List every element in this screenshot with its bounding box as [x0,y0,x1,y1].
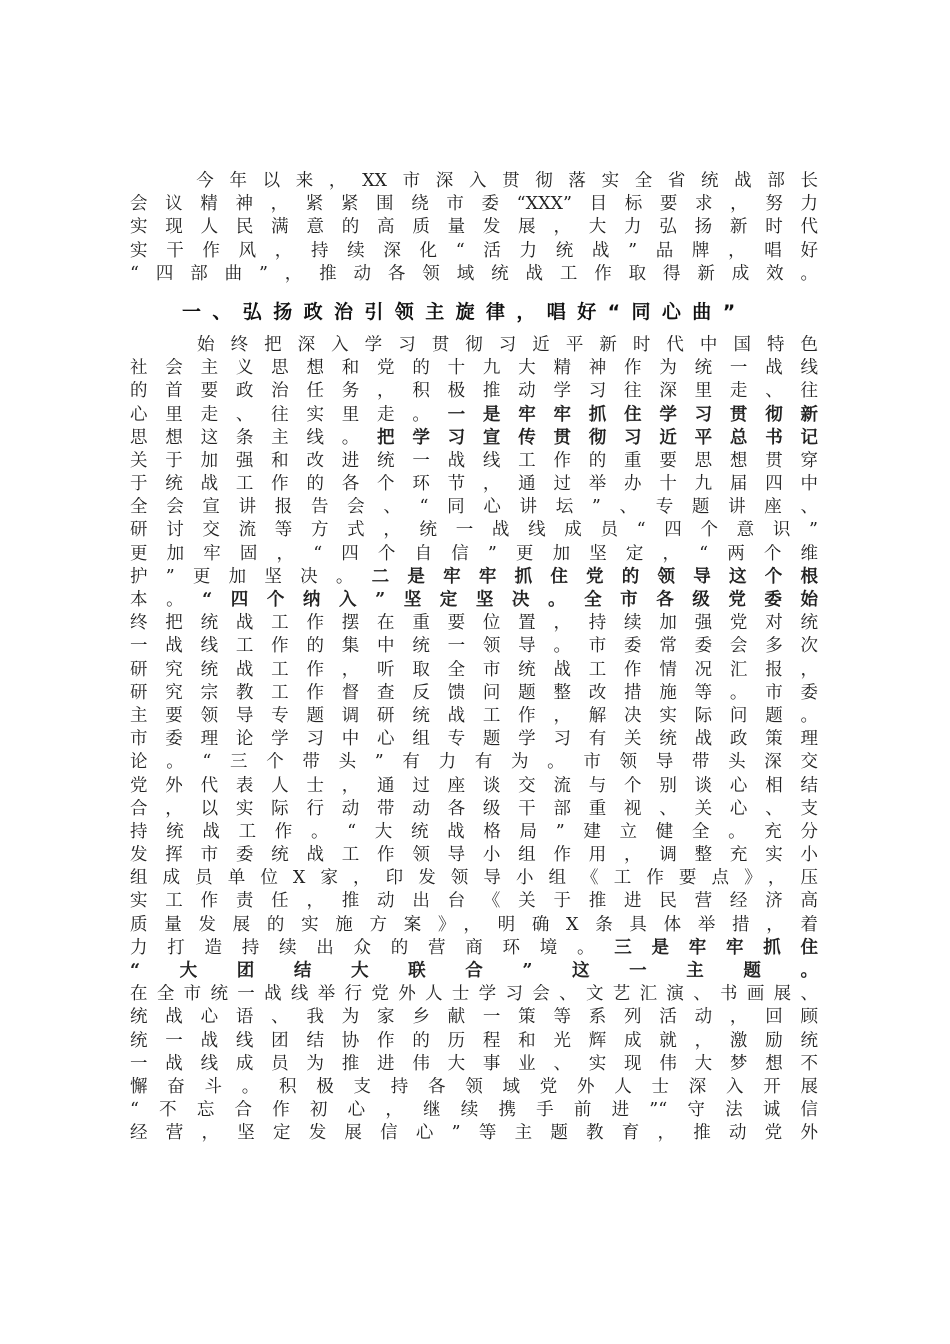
line-emphasis: “大团结大联合”这一主题。 [130,961,818,981]
section-1-paragraph [130,334,818,1146]
paragraph-line [130,1006,818,1029]
paragraph-line [130,543,818,566]
line-text: 统一战线团结协作的历程和光辉成就，激励统 [130,1030,818,1051]
line-text: 始终把深入学习贯彻习近平新时代中国特色 [130,334,818,355]
paragraph-line [130,496,818,519]
paragraph-line [130,427,818,450]
line-text: 主要领导专题调研统战工作，解决实际问题。 [130,705,818,726]
line-text: 论。“三个带头”有力有为。市领导带头深交 [130,752,818,773]
paragraph-line [130,1099,818,1122]
paragraph-line [130,1122,818,1145]
line-text: 的首要政治任务，积极推动学习往深里走、往 [130,381,818,402]
paragraph-line [130,612,818,635]
paragraph-line [130,914,818,937]
line-text: 组成员单位X家，印发领导小组《工作要点》，压 [130,868,818,889]
line-text: 市委理论学习中心组专题学习有关统战政策理 [130,729,818,750]
paragraph-line [130,635,818,658]
intro-line: 今年以来，XX市深入贯彻落实全省统战部长 [130,171,818,191]
paragraph-line [130,473,818,496]
line-text: 实工作责任，推动出台《关于推进民营经济高 [130,891,818,912]
paragraph-line [130,867,818,890]
line-emphasis: 一是牢牢抓住学习贯彻新 [447,404,819,425]
paragraph-line [130,983,818,1006]
line-text: “不忘合作初心，继续携手前进”“守法诚信 [130,1100,818,1121]
paragraph-line [130,960,818,983]
line-text: 研究宗教工作督查反馈问题整改措施等。市委 [130,682,818,703]
line-text: 质量发展的实施方案》，明确X条具体举措，着 [130,914,818,935]
paragraph-line [130,937,818,960]
paragraph-line [130,1076,818,1099]
line-text: 合，以实际行动带动各级干部重视、关心、支 [130,798,818,819]
section-heading-1: 一、弘扬政治引领主旋律，唱好“同心曲” [182,300,747,323]
line-text: 护”更加坚决。 [130,566,372,587]
paragraph-line [130,890,818,913]
paragraph-line [130,775,818,798]
paragraph-line [130,519,818,542]
line-text: 发挥市委统战工作领导小组作用，调整充实小 [130,845,818,866]
line-text: 统战心语、我为家乡献一策等系列活动，回顾 [130,1007,818,1028]
paragraph-line [130,334,818,357]
line-emphasis: 二是牢牢抓住党的领导这个根 [371,566,818,587]
line-text: 研究统战工作，听取全市统战工作情况汇报， [130,659,818,680]
line-text: 一战线工作的集中统一领导。市委常委会多次 [130,636,818,657]
line-text: 研讨交流等方式，统一战线成员“四个意识” [130,520,818,541]
paragraph-line [130,682,818,705]
line-text: 在全市统一战线举行党外人士学习会、文艺汇演、书画展、 [130,984,818,1005]
paragraph-line [130,659,818,682]
line-text: 思想这条主线。 [130,427,378,448]
paragraph-line [130,728,818,751]
line-emphasis: “四个纳入”坚定坚决。全市各级党委始 [202,590,819,610]
paragraph-line [130,589,818,612]
line-text: 懈奋斗。积极支持各领域党外人士深入开展 [130,1076,818,1097]
line-text: 于统战工作的各个环节，通过举办十九届四中 [130,474,818,495]
paragraph-line [130,380,818,403]
line-text: 持统战工作。“大统战格局”建立健全。充分 [130,821,818,842]
line-text: 本。 [130,590,203,610]
intro-line: “四部曲”，推动各领域统战工作取得新成效。 [130,263,818,284]
line-text: 全会宣讲报告会、“同心讲坛”、专题讲座、 [130,497,818,518]
line-text: 党外代表人士，通过座谈交流与个别谈心相结 [130,775,818,796]
line-text: 关于加强和改进统一战线工作的重要思想贯穿 [130,450,818,471]
line-emphasis: 三是牢牢抓住 [614,937,818,958]
paragraph-line [130,821,818,844]
intro-paragraph [130,170,818,286]
paragraph-line [130,705,818,728]
line-text: 更加牢固，“四个自信”更加坚定，“两个维 [130,543,818,564]
paragraph-line [130,357,818,380]
line-text: 力打造持续出众的营商环境。 [130,937,615,958]
paragraph-line [130,1053,818,1076]
paragraph-line [130,566,818,589]
line-text: 终把统战工作摆在重要位置，持续加强党对统 [130,613,818,634]
paragraph-line [130,751,818,774]
paragraph-line [130,404,818,427]
document-page [130,170,818,1146]
line-text: 社会主义思想和党的十九大精神作为统一战线 [130,358,818,379]
line-text: 经营，坚定发展信心”等主题教育，推动党外 [130,1123,818,1144]
line-text: 心里走、往实里走。 [130,404,448,425]
paragraph-line [130,1030,818,1053]
intro-line: 实干作风，持续深化“活力统战”品牌，唱好 [130,240,818,261]
paragraph-line [130,450,818,473]
intro-line: 会议精神，紧紧围绕市委“XXX”目标要求，努力 [130,194,818,215]
line-emphasis: 把学习宣传贯彻习近平总书记 [377,427,819,448]
intro-line: 实现人民满意的高质量发展，大力弘扬新时代 [130,217,818,238]
line-text: 一战线成员为推进伟大事业、实现伟大梦想不 [130,1053,818,1074]
paragraph-line [130,798,818,821]
paragraph-line [130,844,818,867]
